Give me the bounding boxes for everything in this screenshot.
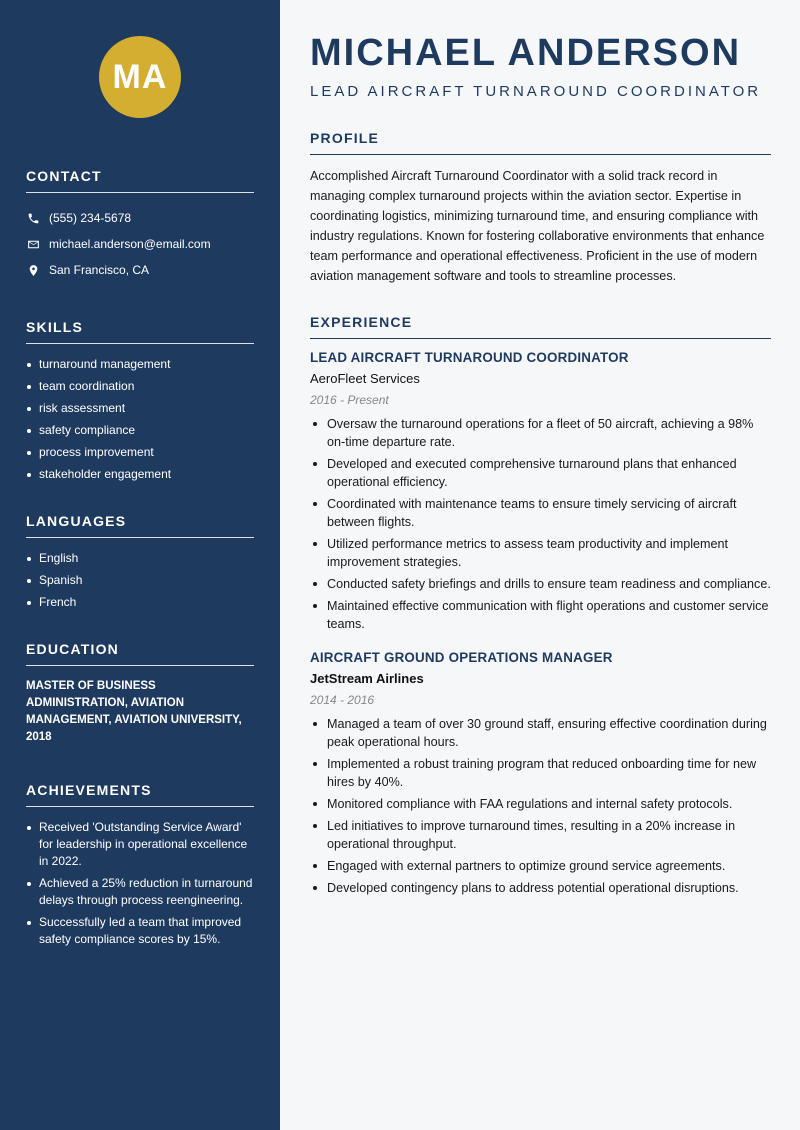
job-company: AeroFleet Services xyxy=(310,371,420,386)
skills-list xyxy=(26,356,254,483)
phone-icon xyxy=(26,211,40,225)
list-item: turnaround management xyxy=(26,356,254,373)
contact-email xyxy=(26,231,254,257)
list-item: French xyxy=(26,594,254,611)
list-item: Developed and executed comprehensive turnaround plans that enhanced operational efficiency. xyxy=(310,455,771,491)
list-item: Utilized performance metrics to assess team productivity and implement improvement strategies. xyxy=(310,535,771,571)
contact-phone xyxy=(26,205,254,231)
list-item: Conducted safety briefings and drills to ensure team readiness and compliance. xyxy=(310,575,771,593)
list-item: Monitored compliance with FAA regulations and internal safety protocols. xyxy=(310,795,771,813)
job-title: AIRCRAFT GROUND OPERATIONS MANAGER xyxy=(310,650,613,665)
contact-title: CONTACT xyxy=(26,168,254,193)
avatar-initials: MA xyxy=(99,36,181,118)
list-item: Implemented a robust training program that reduced onboarding time for new hires by 40%. xyxy=(310,755,771,791)
phone-text: (555) 234-5678 xyxy=(49,211,132,225)
achievements-title: ACHIEVEMENTS xyxy=(26,782,254,807)
email-text[interactable]: michael.anderson@email.com xyxy=(49,237,211,251)
skills-section xyxy=(26,319,254,483)
achievements-section xyxy=(26,782,254,948)
candidate-role: LEAD AIRCRAFT TURNAROUND COORDINATOR xyxy=(310,83,762,100)
achievements-list xyxy=(26,819,254,948)
list-item: Received 'Outstanding Service Award' for leadership in operational excellence in 2022. xyxy=(26,819,254,870)
contact-section xyxy=(26,168,254,283)
job-title: LEAD AIRCRAFT TURNAROUND COORDINATOR xyxy=(310,350,629,365)
education-text: MASTER OF BUSINESS ADMINISTRATION, AVIATION MANAGEMENT, AVIATION UNIVERSITY, 2018 xyxy=(26,680,242,743)
list-item: Engaged with external partners to optimize ground service agreements. xyxy=(310,857,771,875)
candidate-name: MICHAEL ANDERSON xyxy=(310,32,742,74)
languages-list xyxy=(26,550,254,611)
list-item: Successfully led a team that improved safety compliance scores by 15%. xyxy=(26,914,254,948)
education-title: EDUCATION xyxy=(26,641,254,666)
experience-section xyxy=(310,314,771,897)
main-content xyxy=(280,0,800,1130)
skills-title: SKILLS xyxy=(26,319,254,344)
contact-location xyxy=(26,257,254,283)
list-item: risk assessment xyxy=(26,400,254,417)
languages-section xyxy=(26,513,254,611)
list-item: process improvement xyxy=(26,444,254,461)
job-bullets xyxy=(310,415,771,633)
list-item: team coordination xyxy=(26,378,254,395)
list-item: Oversaw the turnaround operations for a fleet of 50 aircraft, achieving a 98% on-time departure rate. xyxy=(310,415,771,451)
profile-text: Accomplished Aircraft Turnaround Coordinator with a solid track record in managing complex turnaround projects within the aviation sector. Expertise in coordinating logistics, minimizing turnaround time, and ensuring compliance with industry regulations. Known for fostering collaborative environments that enhance team performance and operational effectiveness. Proficient in the use of modern aviation management software and tools to streamline processes. xyxy=(310,169,765,283)
job-dates: 2014 - 2016 xyxy=(310,693,375,707)
list-item: Maintained effective communication with flight operations and customer service teams. xyxy=(310,597,771,633)
job-entry xyxy=(310,350,771,633)
sidebar xyxy=(0,0,280,1130)
list-item: Managed a team of over 30 ground staff, ensuring effective coordination during peak operational hours. xyxy=(310,715,771,751)
job-bullets xyxy=(310,715,771,897)
profile-section xyxy=(310,130,771,286)
list-item: Spanish xyxy=(26,572,254,589)
job-dates: 2016 - Present xyxy=(310,393,389,407)
job-entry xyxy=(310,650,771,897)
list-item: safety compliance xyxy=(26,422,254,439)
list-item: Achieved a 25% reduction in turnaround delays through process reengineering. xyxy=(26,875,254,909)
location-text: San Francisco, CA xyxy=(49,263,150,277)
languages-title: LANGUAGES xyxy=(26,513,254,538)
list-item: Coordinated with maintenance teams to ensure timely servicing of aircraft between flights. xyxy=(310,495,771,531)
experience-title: EXPERIENCE xyxy=(310,314,771,339)
location-pin-icon xyxy=(26,263,40,277)
list-item: Developed contingency plans to address potential operational disruptions. xyxy=(310,879,771,897)
education-section xyxy=(26,641,254,746)
job-company: JetStream Airlines xyxy=(310,671,424,686)
list-item: stakeholder engagement xyxy=(26,466,254,483)
list-item: Led initiatives to improve turnaround times, resulting in a 20% increase in operational throughput. xyxy=(310,817,771,853)
list-item: English xyxy=(26,550,254,567)
profile-title: PROFILE xyxy=(310,130,771,155)
email-icon xyxy=(26,237,40,251)
